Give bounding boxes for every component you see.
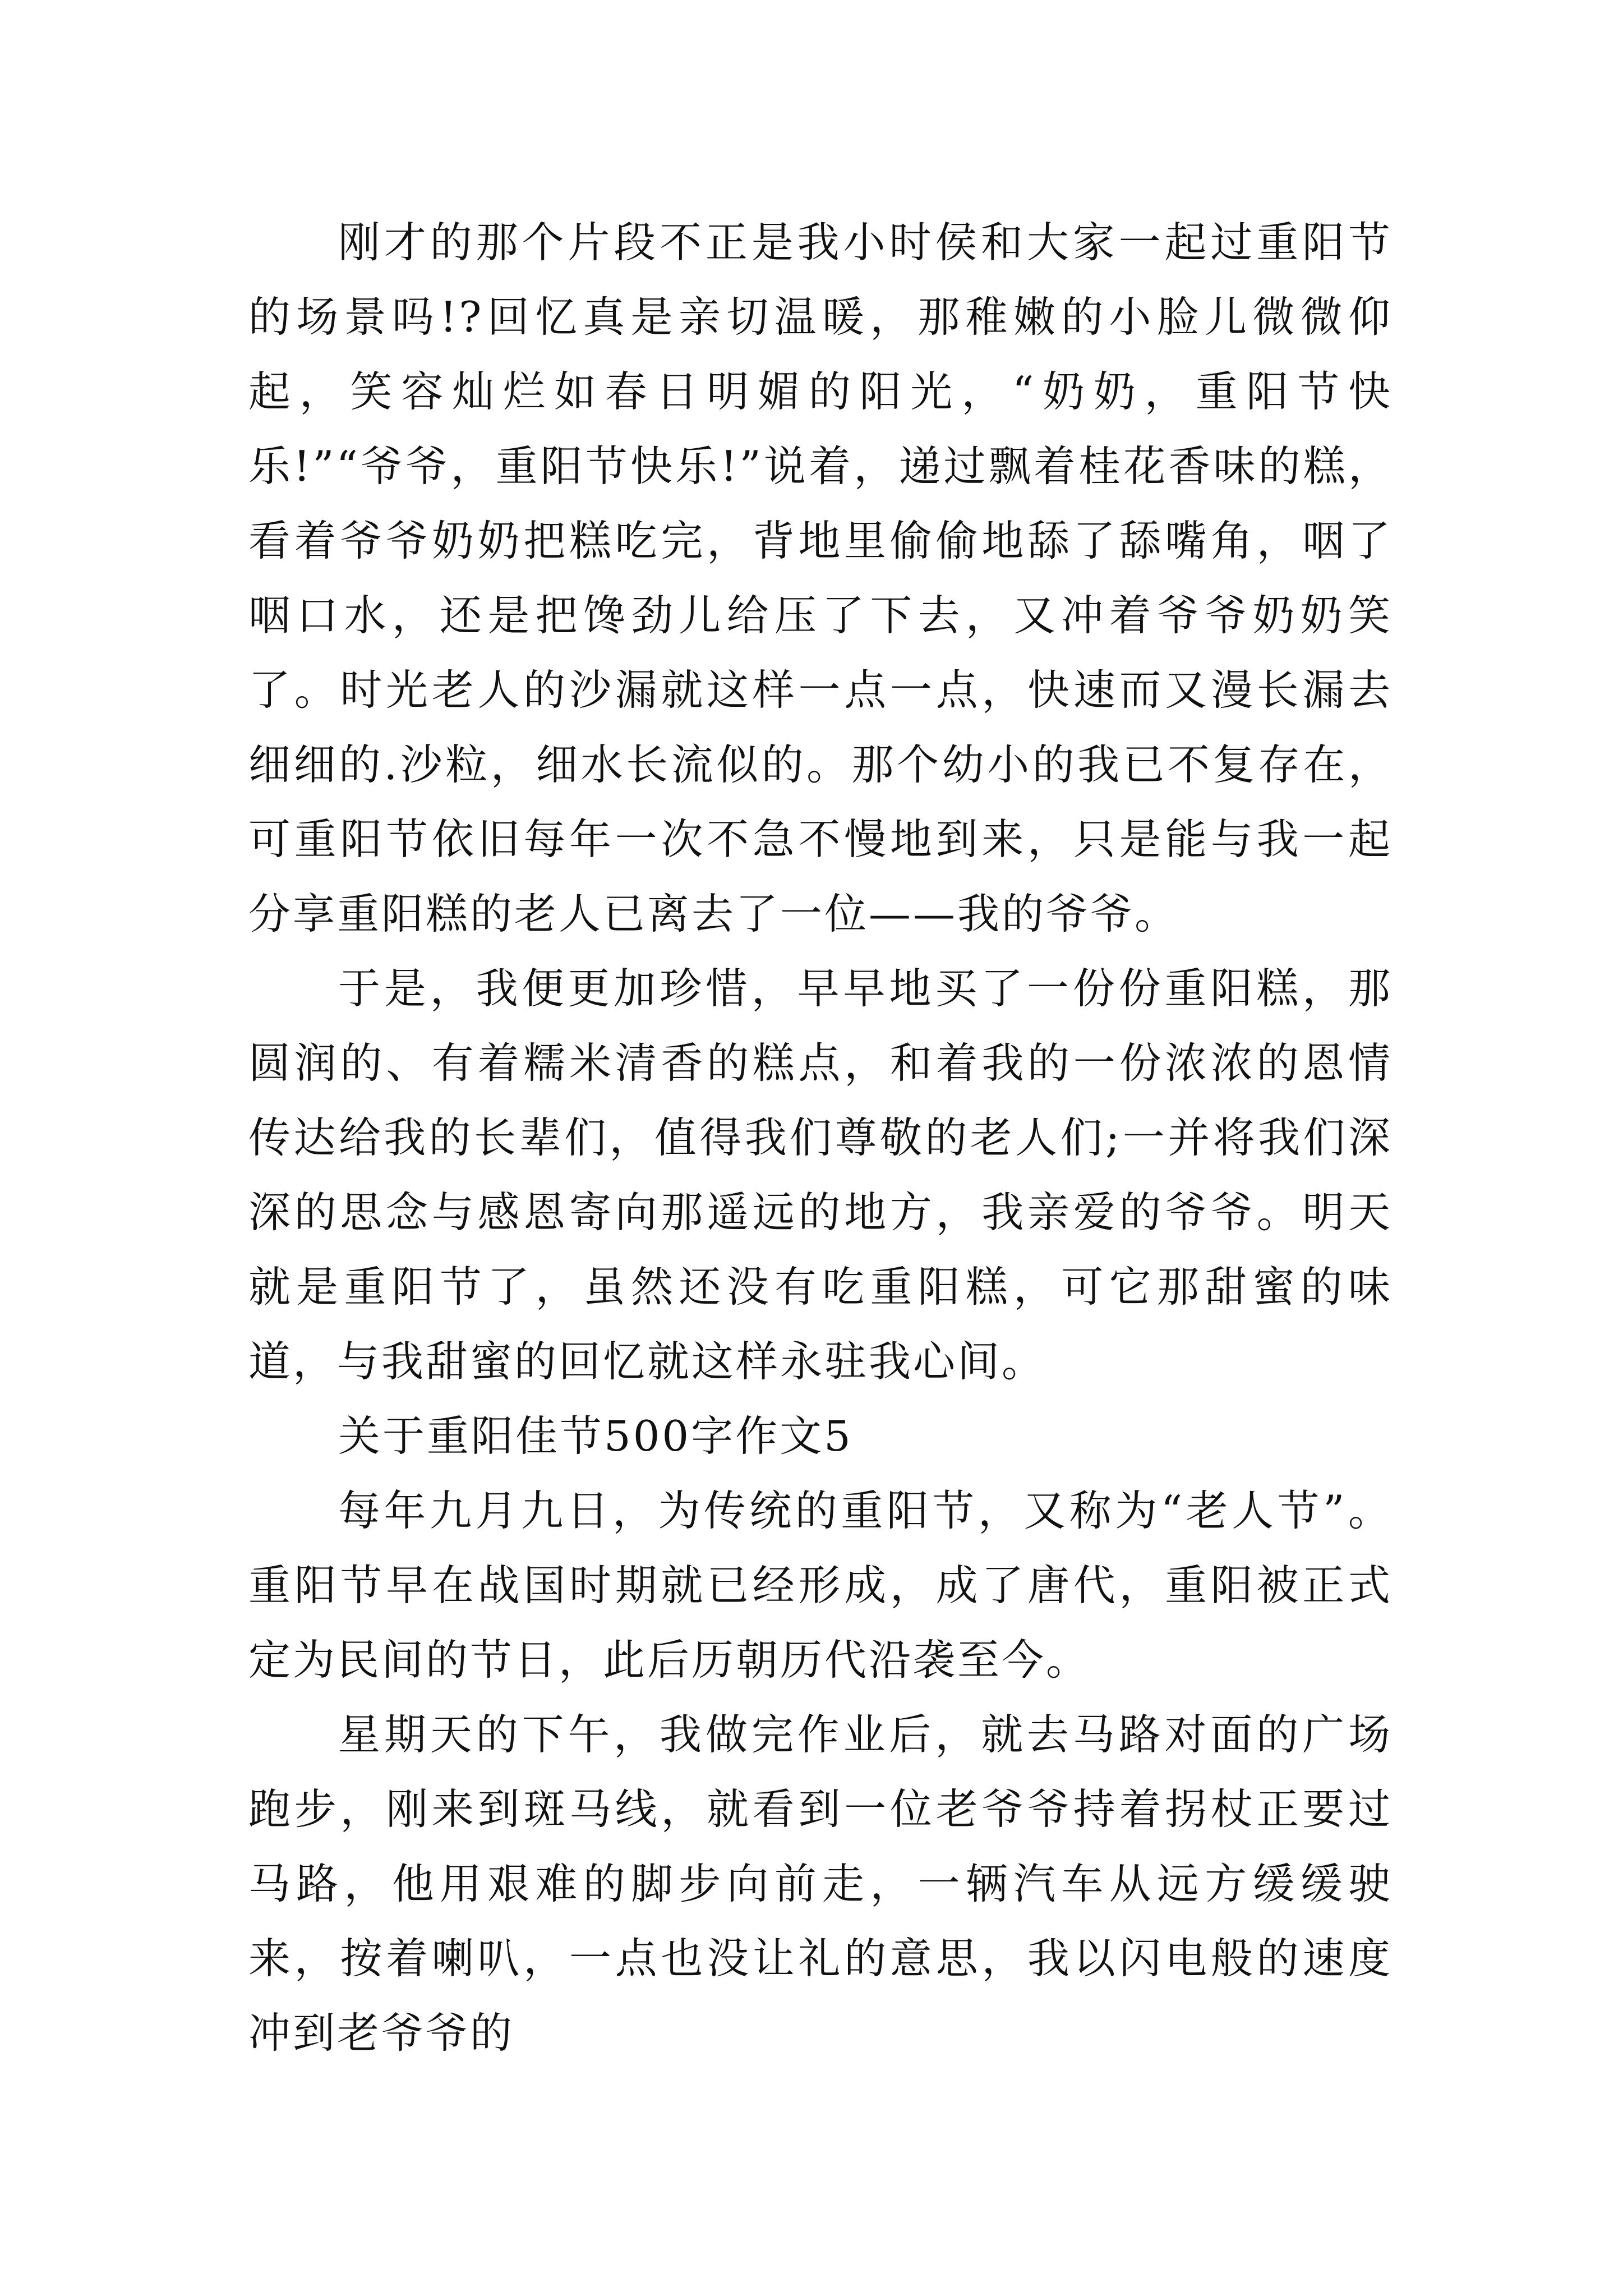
paragraph-4: 星期天的下午，我做完作业后，就去马路对面的广场跑步，刚来到斑马线，就看到一位老爷爷持着拐杖正要过马路，他用艰难的脚步向前走，一辆汽车从远方缓缓驶来，按着喇叭，一点也没让礼的意思，我以闪电般的速度冲到老爷爷的 (248, 1710, 1393, 2058)
paragraph-2: 于是，我便更加珍惜，早早地买了一份份重阳糕，那圆润的、有着糯米清香的糕点，和着我的一份浓浓的恩情传达给我的长辈们，值得我们尊敬的老人们;一并将我们深深的思念与感恩寄向那遥远的地方，我亲爱的爷爷。明天就是重阳节了，虽然还没有吃重阳糕，可它那甜蜜的味道，与我甜蜜的回忆就这样永驻我心间。 (248, 964, 1393, 1386)
document-body (248, 205, 1393, 2070)
section-title: 关于重阳佳节500字作文5 (338, 1411, 853, 1461)
paragraph-3: 每年九月九日，为传统的重阳节，又称为“老人节”。重阳节早在战国时期就已经形成，成了唐代，重阳被正式定为民间的节日，此后历朝历代沿袭至今。 (248, 1486, 1393, 1685)
paragraph-1: 刚才的那个片段不正是我小时侯和大家一起过重阳节的场景吗!?回忆真是亲切温暖，那稚嫩的小脸儿微微仰起，笑容灿烂如春日明媚的阳光，“奶奶，重阳节快乐!”“爷爷，重阳节快乐!”说着，递过飘着桂花香味的糕，看着爷爷奶奶把糕吃完，背地里偷偷地舔了舔嘴角，咽了咽口水，还是把馋劲儿给压了下去，又冲着爷爷奶奶笑了。时光老人的沙漏就这样一点一点，快速而又漫长漏去细细的.沙粒，细水长流似的。那个幼小的我已不复存在，可重阳节依旧每年一次不急不慢地到来，只是能与我一起分享重阳糕的老人已离去了一位——我的爷爷。 (248, 218, 1393, 938)
